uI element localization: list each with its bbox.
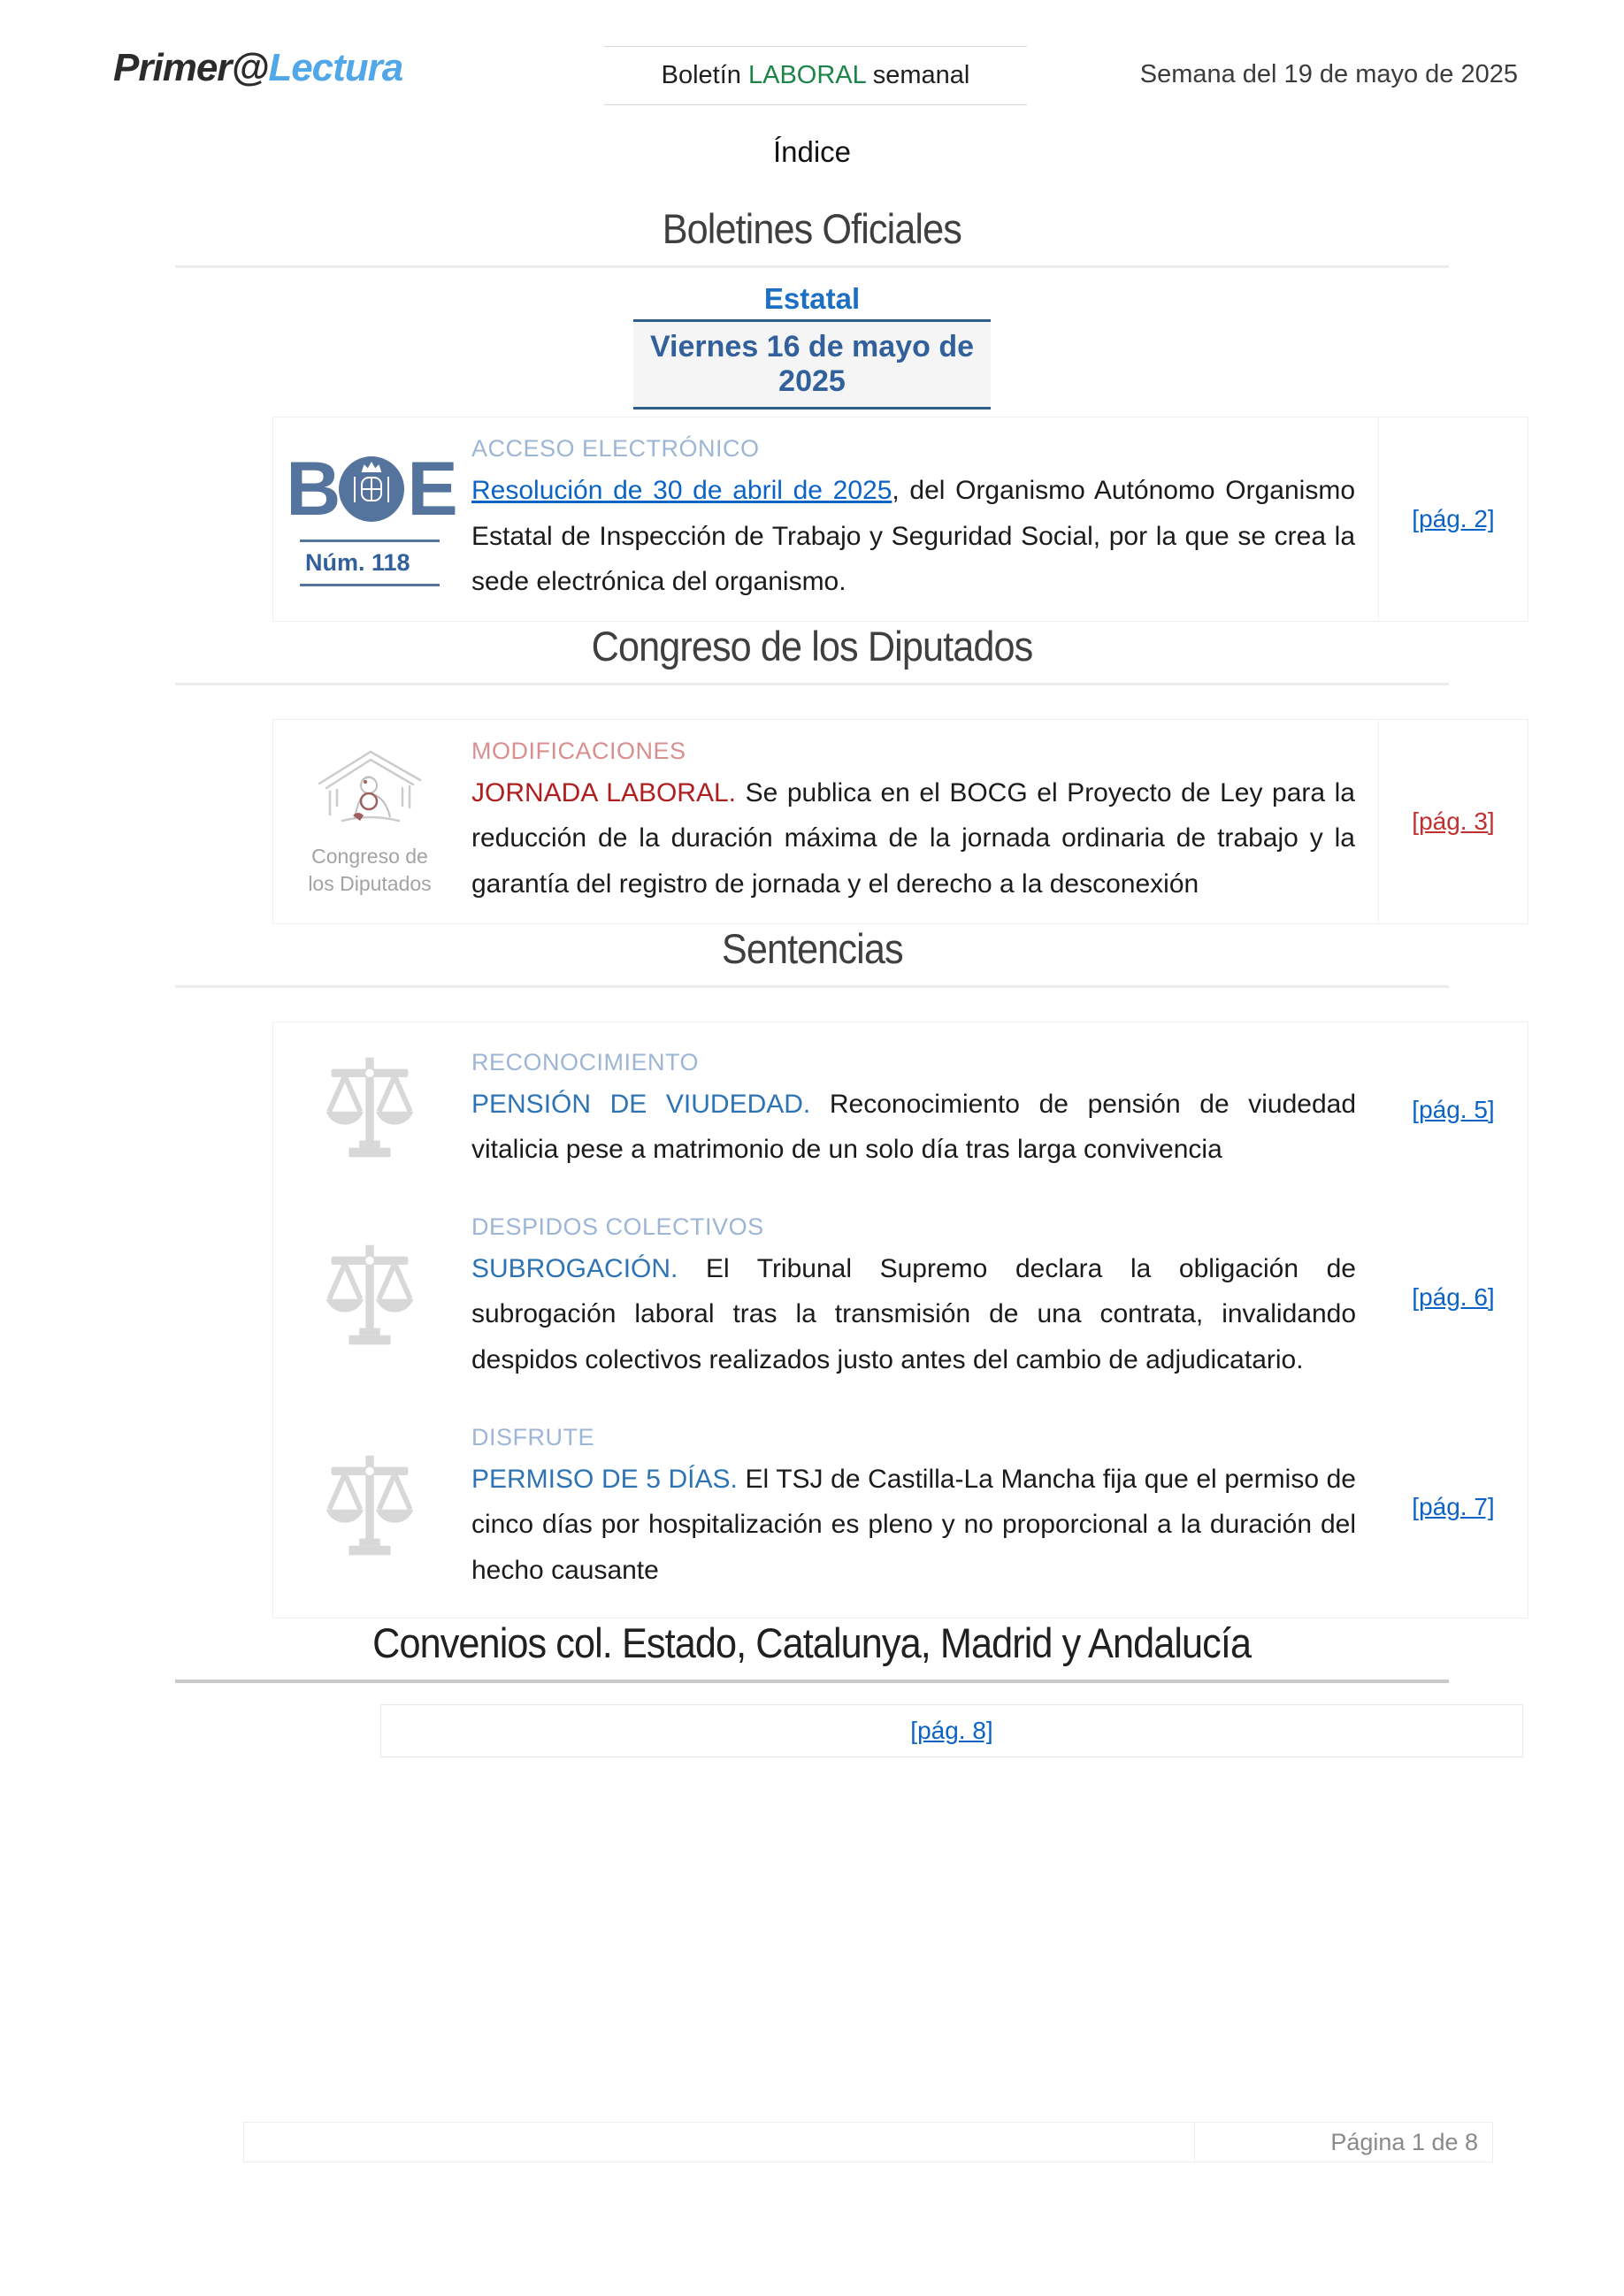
congreso-building-icon: [303, 745, 436, 838]
congreso-caption: Congreso de los Diputados: [308, 845, 432, 896]
congreso-card: [272, 719, 1528, 924]
scales-icon: [318, 1451, 422, 1564]
entry-text: [471, 1457, 1356, 1594]
congreso-logo: [303, 745, 436, 898]
brand-logo-lectura: Lectura: [268, 46, 403, 89]
section-rule: [175, 265, 1449, 268]
sentencia-entry: [273, 1031, 1528, 1189]
entry-text: [471, 770, 1355, 907]
entry-text-rest: Se publica en el BOCG el Proyecto de Ley para la reducción de la duración máxima de la jornada ordinaria de trabajo y la garantía del registro de jornada y el derecho a la desconexión: [471, 777, 1355, 899]
boe-logo: [286, 447, 454, 586]
section-title-convenios: Convenios col. Estado, Catalunya, Madrid y Andalucía: [372, 1619, 1252, 1667]
subsection-link-estatal[interactable]: Estatal: [763, 282, 861, 315]
entry-label: MODIFICACIONES: [471, 737, 686, 764]
scales-icon: [318, 1053, 422, 1166]
entry-label: DESPIDOS COLECTIVOS: [471, 1213, 764, 1240]
bulletin-title-laboral: LABORAL: [747, 61, 866, 89]
entry-lead: SUBROGACIÓN.: [471, 1253, 678, 1283]
sentencias-card: [272, 1022, 1528, 1619]
page-link-3[interactable]: [pág. 3]: [1412, 807, 1495, 835]
boe-letter-b: B: [286, 447, 337, 532]
section-rule: [175, 683, 1449, 685]
bulletin-title-pre: Boletín: [661, 61, 748, 89]
week-label: Semana del 19 de mayo de 2025: [1139, 60, 1518, 88]
entry-label: DISFRUTE: [471, 1423, 594, 1450]
sentencia-entry: [273, 1196, 1528, 1399]
entry-text-rest: Reconocimiento de pensión de viudedad vitalicia pese a matrimonio de un solo día tras larga convivencia: [471, 1089, 1357, 1165]
boe-letter-e: E: [407, 447, 454, 532]
entry-text: [471, 1082, 1356, 1173]
boe-number: Núm. 118: [300, 540, 440, 586]
scales-icon: [318, 1241, 422, 1353]
resolution-link[interactable]: Resolución de 30 de abril de 2025: [471, 476, 892, 505]
page-indicator: Página 1 de 8: [1330, 2128, 1478, 2155]
page-link-6[interactable]: [pág. 6]: [1412, 1282, 1495, 1311]
entry-label: ACCESO ELECTRÓNICO: [471, 435, 760, 462]
bulletin-title-box: [604, 46, 1027, 105]
boe-card: [272, 417, 1528, 622]
entry-text-rest: El Tribunal Supremo declara la obligación de subrogación laboral tras la transmisión de una contrata, invalidando despidos colectivos realizados justo antes del cambio de adjudicatario.: [471, 1253, 1356, 1374]
footer-spacer: [244, 2123, 1195, 2162]
section-title-sentencias: Sentencias: [721, 924, 903, 972]
entry-label: RECONOCIMIENTO: [471, 1048, 700, 1075]
page-link-7[interactable]: [pág. 7]: [1412, 1493, 1495, 1521]
brand-logo-primer: Primer@: [113, 46, 269, 89]
section-rule: [175, 1680, 1449, 1683]
date-box: Viernes 16 de mayo de 2025: [633, 319, 991, 409]
bulletin-title-post: semanal: [865, 61, 970, 89]
section-title-boletines: Boletines Oficiales: [662, 205, 962, 252]
entry-lead: JORNADA LABORAL.: [471, 777, 736, 807]
section-title-congreso: Congreso de los Diputados: [591, 622, 1033, 670]
brand-logo: [113, 46, 604, 90]
entry-lead: PERMISO DE 5 DÍAS.: [471, 1464, 738, 1494]
page-header: [0, 0, 1624, 105]
sentencia-entry: [273, 1406, 1528, 1610]
entry-text: [471, 1246, 1356, 1383]
boe-crest-icon: [338, 455, 405, 523]
index-title: Índice: [772, 135, 852, 168]
page-link-2[interactable]: [pág. 2]: [1412, 504, 1495, 532]
entry-text-rest: El TSJ de Castilla-La Mancha fija que el permiso de cinco días por hospitalización es pleno y no proporcional a la duración del hecho causante: [471, 1464, 1356, 1585]
entry-text: [471, 468, 1355, 605]
section-rule: [175, 985, 1449, 988]
entry-text-rest: , del Organismo Autónomo Organismo Estatal de Inspección de Trabajo y Seguridad Social, por la que se crea la sede electrónica del organismo.: [471, 476, 1356, 597]
entry-lead: PENSIÓN DE VIUDEDAD.: [471, 1089, 811, 1119]
convenios-page-box: [380, 1704, 1523, 1757]
page-link-8[interactable]: [pág. 8]: [910, 1717, 993, 1745]
page-link-5[interactable]: [pág. 5]: [1412, 1095, 1495, 1123]
page-footer: [243, 2122, 1493, 2162]
